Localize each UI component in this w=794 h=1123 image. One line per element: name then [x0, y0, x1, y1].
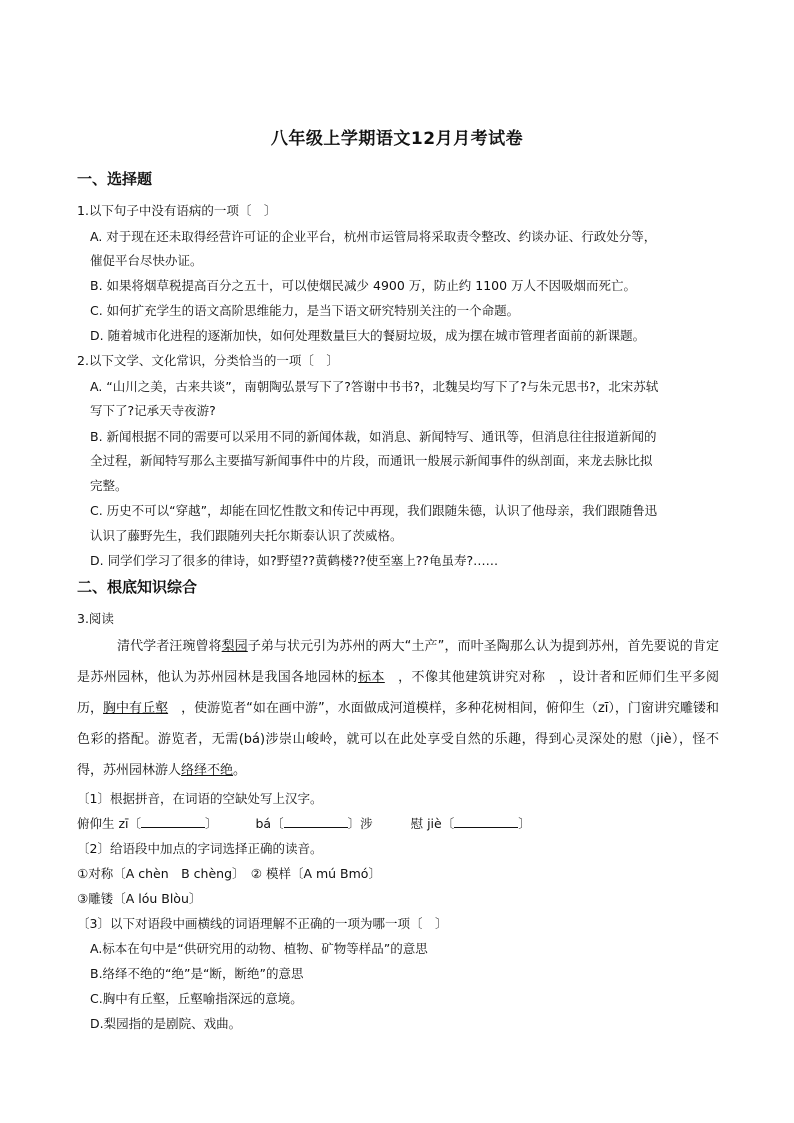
section-heading-choice: 一、选择题 [77, 170, 153, 188]
subquestion-2: 〔2〕给语段中加点的字词选择正确的读音。 [77, 841, 323, 856]
passage-text-4: ，使游览者“如在画中游”，水面做成河道模样，多种花树相间，俯仰生（zī），门窗讲究雕镂和色彩的搭配。游览者，无需(bá)涉崇山峻岭，就可以在此处享受自然的乐趣，得到心灵深处的慰（jiè），怪不得，苏州园林游人 [77, 701, 719, 778]
reading-choice-row-2: ③雕镂〔A lóu Blòu〕 [77, 891, 202, 906]
question-2-option-c-cont: 认识了藤野先生，我们跟随列夫托尔斯泰认识了茨威格。 [90, 528, 403, 543]
question-2-option-a-cont: 写下了?记承天寺夜游? [90, 403, 216, 418]
exam-title: 八年级上学期语文12月月考试卷 [270, 129, 524, 149]
underlined-liyuan: 梨园 [221, 639, 248, 654]
reading-passage [77, 631, 719, 786]
pinyin-zi-close: 〕 [205, 816, 218, 831]
pinyin-zi-label: 俯仰生 zī〔 [77, 816, 142, 831]
question-1-option-a: A. 对于现在还未取得经营许可证的企业平台，杭州市运管局将采取责令整改、约谈办证、行政处分等， [90, 229, 657, 244]
passage-text-5: 。 [233, 763, 247, 778]
reading-choice-row-1: ①对称〔A chèn B chèng〕 ② 模样〔A mú Bmó〕 [77, 866, 381, 881]
question-1-option-c: C. 如何扩充学生的语文高阶思维能力，是当下语文研究特别关注的一个命题。 [90, 303, 520, 318]
pinyin-ba-close: 〕涉 [347, 816, 373, 831]
question-1-stem: 1.以下句子中没有语病的一项〔 〕 [77, 203, 277, 218]
question-2-option-b: B. 新闻根据不同的需要可以采用不同的新闻体裁，如消息、新闻特写、通讯等，但消息往往报道新闻的 [90, 429, 657, 444]
underlined-luoyi: 络绎不绝 [181, 763, 234, 778]
subquestion-3-option-b: B.络绎不绝的“绝”是“断，断绝”的意思 [90, 966, 304, 981]
underlined-biaoben: 标本 [358, 670, 385, 685]
question-2-option-b-cont1: 全过程，新闻特写那么主要描写新闻事件中的片段，而通讯一般展示新闻事件的纵剖面，来龙去脉比拟 [90, 453, 653, 468]
question-3-stem: 3.阅读 [77, 611, 114, 626]
pinyin-jie-label: 慰 jiè〔 [410, 816, 455, 831]
section-heading-basics: 二、根底知识综合 [77, 578, 198, 596]
question-2-option-b-cont2: 完整。 [90, 478, 128, 493]
question-2-option-d: D. 同学们学习了很多的律诗，如?野望??黄鹤楼??使至塞上??龟虽寿?…… [90, 553, 499, 568]
subquestion-3-option-a: A.标本在句中是“供研究用的动物、植物、矿物等样品”的意思 [90, 941, 428, 956]
subquestion-3-option-c: C.胸中有丘壑，丘壑喻指深远的意境。 [90, 991, 303, 1006]
answer-blank-ba[interactable] [284, 815, 348, 828]
pinyin-ba-label: bá〔 [255, 816, 284, 831]
question-1-option-b: B. 如果将烟草税提高百分之五十，可以使烟民减少 4900 万，防止约 1100 万人不因吸烟而死亡。 [90, 278, 637, 293]
answer-blank-jie[interactable] [454, 815, 518, 828]
pinyin-fill-row [77, 815, 531, 833]
question-2-option-c: C. 历史不可以“穿越”，却能在回忆性散文和传记中再现，我们跟随朱德，认识了他母亲，我们跟随鲁迅 [90, 503, 658, 518]
passage-text-3: ，不像其他建筑讲究对称 ，设计者和匠师们生平多阅历， [77, 670, 719, 716]
underlined-qiuhe: 胸中有丘壑 [103, 701, 169, 716]
subquestion-3: 〔3〕以下对语段中画横线的词语理解不正确的一项为哪一项〔 〕 [77, 916, 448, 931]
subquestion-1: 〔1〕根据拼音，在词语的空缺处写上汉字。 [77, 791, 323, 806]
question-2-option-a: A. “山川之美，古来共谈”，南朝陶弘景写下了?答谢中书书?，北魏吴均写下了?与朱元思书?，北宋苏轼 [90, 379, 659, 394]
passage-text-1: 清代学者汪琬曾将 [117, 639, 222, 654]
subquestion-3-option-d: D.梨园指的是剧院、戏曲。 [90, 1016, 242, 1031]
question-1-option-a-cont: 催促平台尽快办证。 [90, 253, 203, 268]
pinyin-jie-close: 〕 [518, 816, 531, 831]
passage-text-2: 子弟与状元引为苏州的两大“土产”，而叶圣陶那么认为提到苏州，首先要说的肯定是苏州园林，他认为苏州园林是我国各地园林的 [77, 639, 719, 685]
question-1-option-d: D. 随着城市化进程的逐渐加快，如何处理数量巨大的餐厨垃圾，成为摆在城市管理者面前的新课题。 [90, 328, 646, 343]
question-2-stem: 2.以下文学、文化常识，分类恰当的一项〔 〕 [77, 353, 339, 368]
answer-blank-zi[interactable] [141, 815, 205, 828]
